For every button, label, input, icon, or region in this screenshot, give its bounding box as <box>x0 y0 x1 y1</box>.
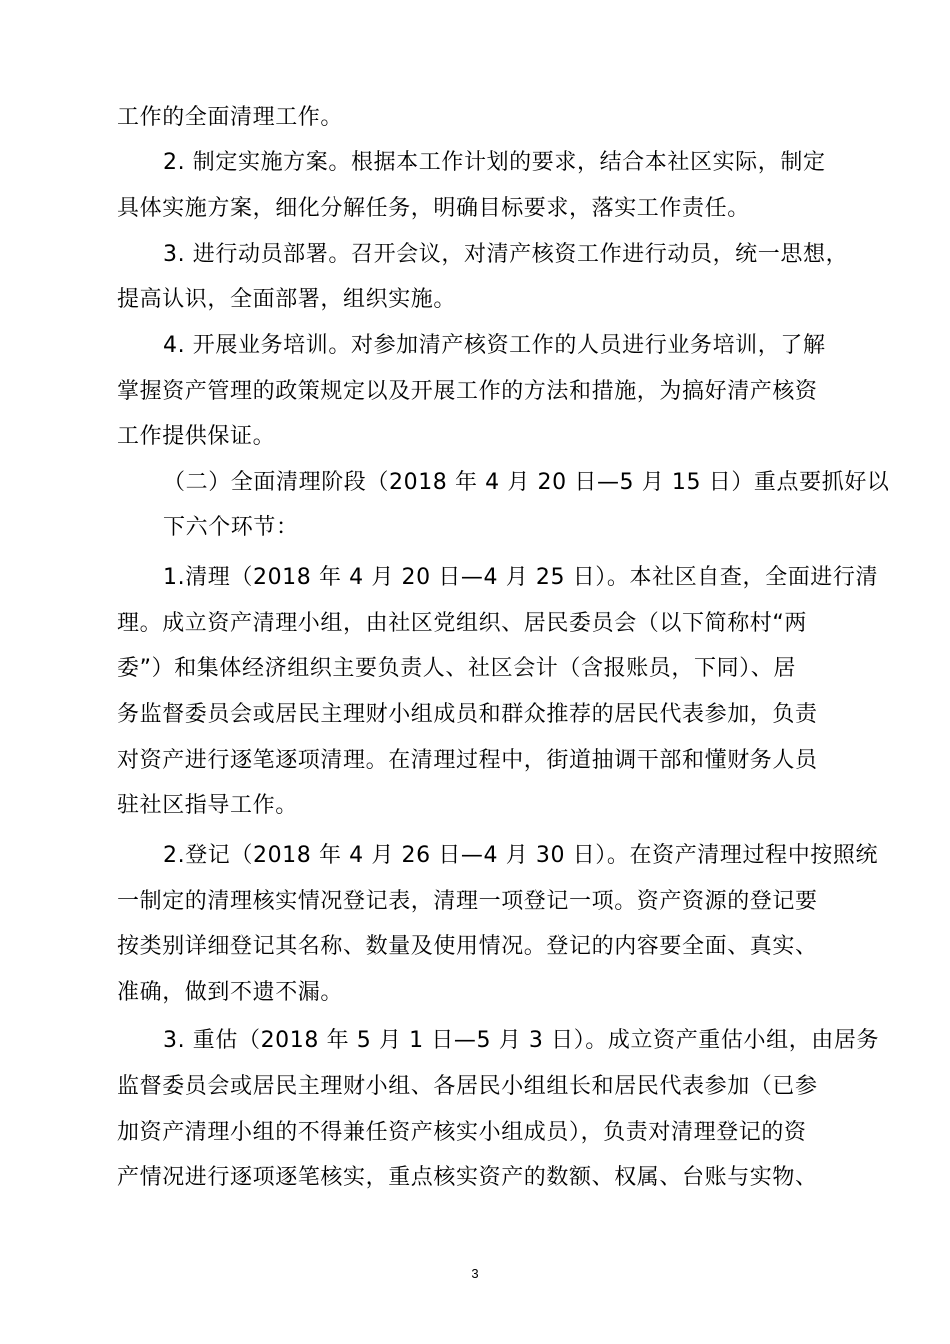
page-number: 3 <box>471 1266 479 1281</box>
body-text-line: 具体实施方案，细化分解任务，明确目标要求，落实工作责任。 <box>117 196 750 221</box>
body-text-line: 理。成立资产清理小组，由社区党组织、居民委员会（以下简称村“两 <box>117 611 807 636</box>
body-text-line: 准确，做到不遗不漏。 <box>117 980 344 1005</box>
body-text-line: 掌握资产管理的政策规定以及开展工作的方法和措施，为搞好清产核资 <box>117 379 818 404</box>
body-text-line: 2. 制定实施方案。根据本工作计划的要求，结合本社区实际，制定 <box>163 150 826 175</box>
body-text-line: 按类别详细登记其名称、数量及使用情况。登记的内容要全面、真实、 <box>117 934 818 959</box>
body-text-line: 3. 重估（2018 年 5 月 1 日—5 月 3 日）。成立资产重估小组，由居务 <box>163 1028 880 1053</box>
body-text-line: 1.清理（2018 年 4 月 20 日—4 月 25 日）。本社区自查，全面进行清 <box>163 565 879 590</box>
body-text-line: 驻社区指导工作。 <box>117 793 298 818</box>
body-text-line: 务监督委员会或居民主理财小组成员和群众推荐的居民代表参加，负责 <box>117 702 818 727</box>
body-text-line: 工作的全面清理工作。 <box>117 105 344 130</box>
body-text-line: 监督委员会或居民主理财小组、各居民小组组长和居民代表参加（已参 <box>117 1074 818 1099</box>
body-text-line: 一制定的清理核实情况登记表，清理一项登记一项。资产资源的登记要 <box>117 889 818 914</box>
body-text-line: 加资产清理小组的不得兼任资产核实小组成员），负责对清理登记的资 <box>117 1120 807 1145</box>
body-text-line: 3. 进行动员部署。召开会议，对清产核资工作进行动员，统一思想， <box>163 242 849 267</box>
body-text-line: 4. 开展业务培训。对参加清产核资工作的人员进行业务培训，了解 <box>163 333 826 358</box>
body-text-line: 提高认识，全面部署，组织实施。 <box>117 287 457 312</box>
section-heading-line: （二）全面清理阶段（2018 年 4 月 20 日—5 月 15 日）重点要抓好以 <box>163 470 890 495</box>
body-text-line: 工作提供保证。 <box>117 424 276 449</box>
body-text-line: 产情况进行逐项逐笔核实，重点核实资产的数额、权属、台账与实物、 <box>117 1165 818 1190</box>
body-text-line: 委”）和集体经济组织主要负责人、社区会计（含报账员，下同）、居 <box>117 656 796 681</box>
section-heading-line: 下六个环节： <box>163 515 299 540</box>
body-text-line: 对资产进行逐笔逐项清理。在清理过程中，街道抽调干部和懂财务人员 <box>117 748 818 773</box>
body-text-line: 2.登记（2018 年 4 月 26 日—4 月 30 日）。在资产清理过程中按照统 <box>163 843 879 868</box>
